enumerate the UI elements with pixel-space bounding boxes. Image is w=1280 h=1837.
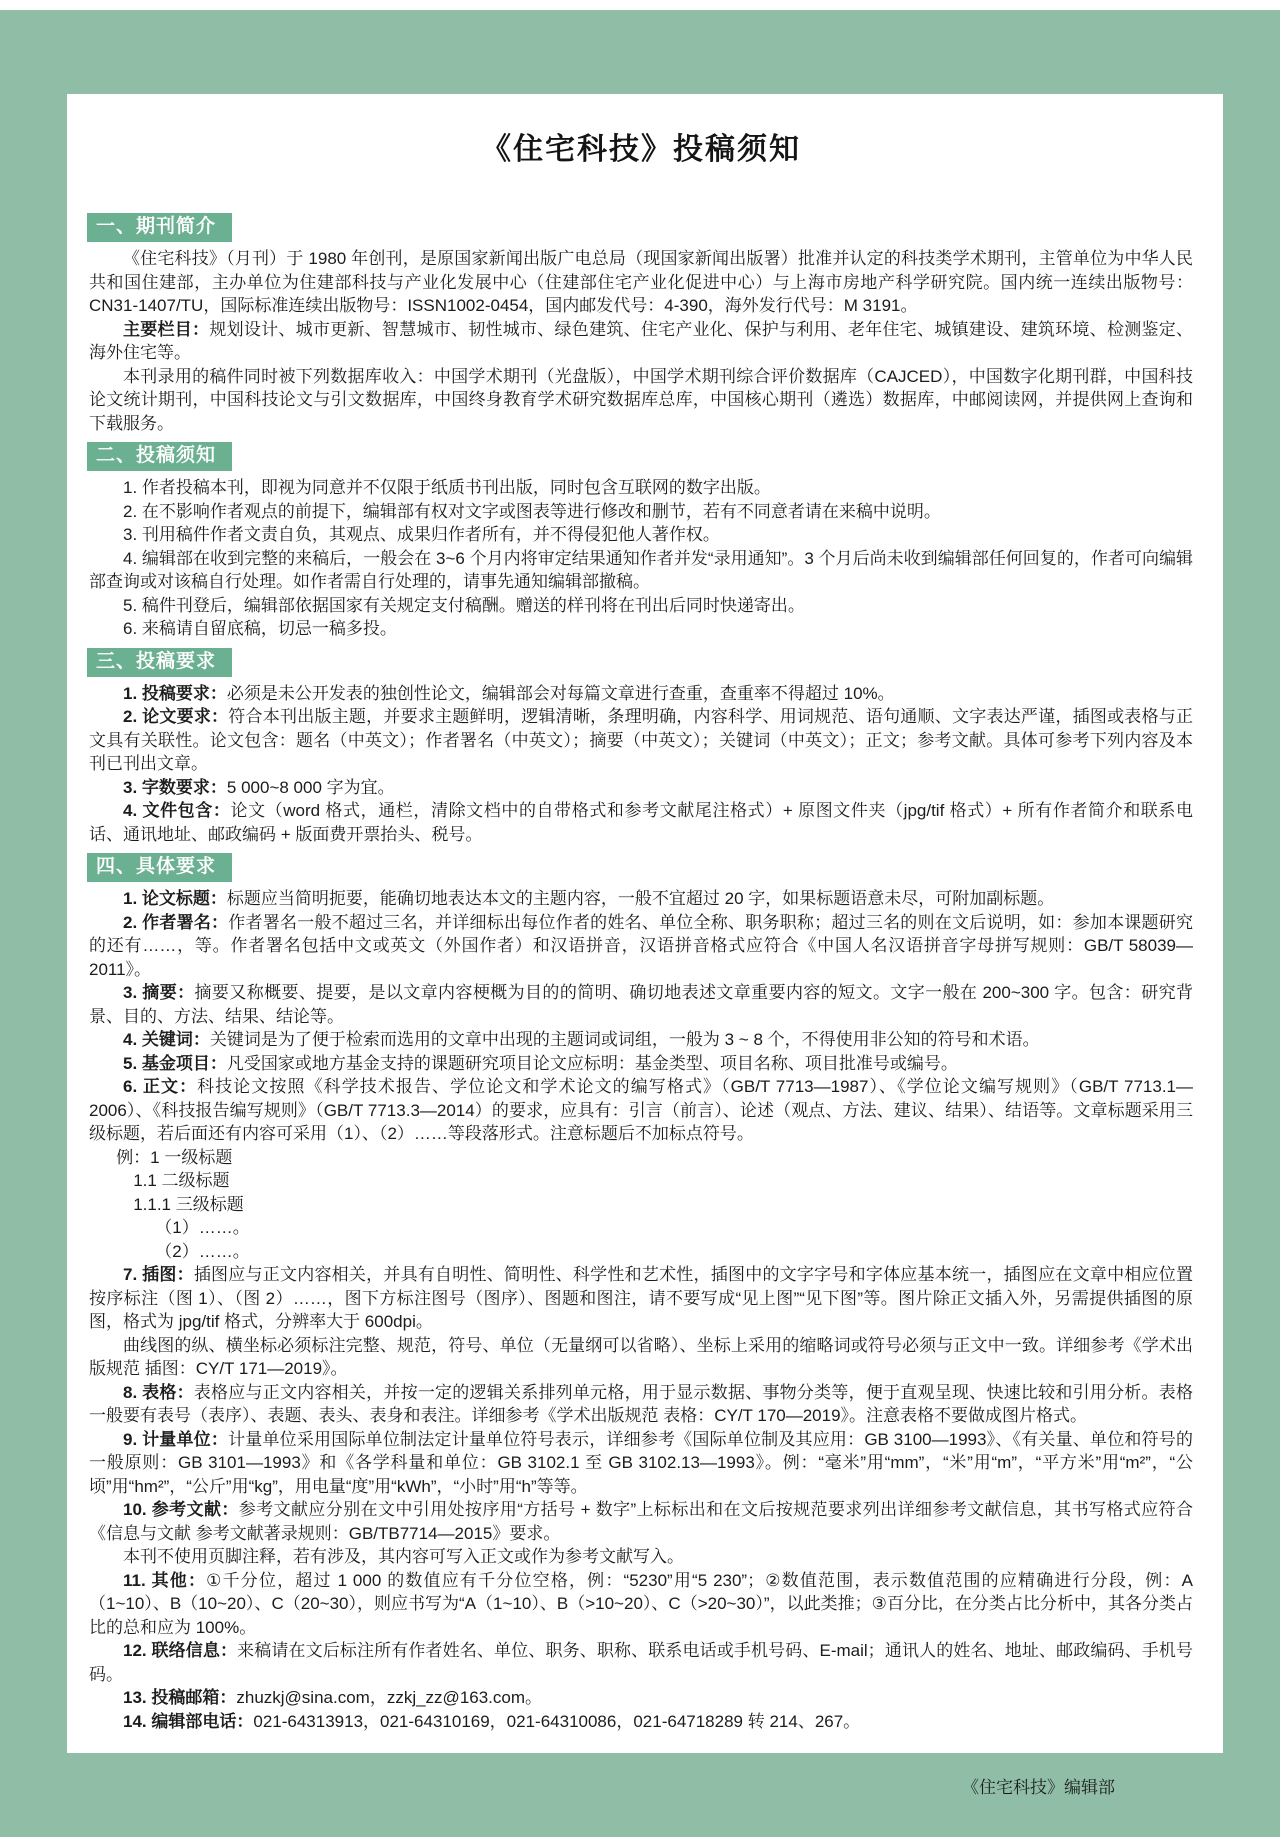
paragraph-label: 1. 论文标题：: [123, 889, 227, 908]
paragraph: 3. 刊用稿件作者文责自负，其观点、成果归作者所有，并不得侵犯他人著作权。: [123, 525, 720, 544]
paragraph-label: 8. 表格：: [123, 1382, 194, 1402]
page-top-strip: [0, 0, 1280, 10]
paragraph-label: 10. 参考文献：: [123, 1500, 239, 1519]
paragraph: 本刊不使用页脚注释，若有涉及，其内容可写入正文或作为参考文献写入。: [123, 1547, 684, 1566]
section-heading-row: [89, 206, 1193, 247]
paragraph: 6. 来稿请自留底稿，切忌一稿多投。: [123, 619, 397, 638]
paragraph: 8. 表格：表格应与正文内容相关，并按一定的逻辑关系排列单元格，用于显示数据、事物分类等，便于直观呈现、快速比较和引用分析。表格一般要有表号（表序）、表题、表头、表身和表注。详细参考《学术出版规范 表格：CY/T 170—2019》。注意表格不要做成图片格式。: [89, 1382, 1193, 1425]
paragraph: 1.1 二级标题: [133, 1171, 230, 1190]
document-sheet: [67, 94, 1223, 1797]
paragraph: 12. 联络信息：来稿请在文后标注所有作者姓名、单位、职务、职称、联系电话或手机号码、E-mail；通讯人的姓名、地址、邮政编码、手机号码。: [89, 1641, 1194, 1684]
section-heading-row: [89, 846, 1193, 887]
paragraph: 9. 计量单位：计量单位采用国际单位制法定计量单位符号表示，详细参考《国际单位制及其应用：GB 3100—1993》、《有关量、单位和符号的一般原则：GB 3101—1993》和《各学科量和单位：GB 3102.1 至 GB 3102.13—1993》。例：“毫米”用“mm”，“米”用“m”，“平方米”用“m²”，“公顷”用“hm²”，“公斤”用“kg”，用电量“度”用“kWh”，“小时”用“h”等等。: [89, 1429, 1193, 1496]
paragraph: （1）……。: [155, 1218, 250, 1237]
paragraph: 11. 其他：①千分位，超过 1 000 的数值应有千分位空格，例：“5230”用“5 230”；②数值范围，表示数值范围的应精确进行分段，例：A（1~10）、B（10~20）、C（20~30），则应书写为“A（1~10）、B（>10~20）、C（>20~30）”，以此类推；③百分比，在分类占比分析中，其各分类占比的总和应为 100%。: [89, 1570, 1194, 1637]
paragraph-label: 14. 编辑部电话：: [123, 1711, 254, 1731]
paragraph-label: 2. 作者署名：: [123, 912, 229, 932]
section-heading-badge: 四、具体要求: [87, 853, 232, 882]
paragraph: 7. 插图：插图应与正文内容相关，并具有自明性、简明性、科学性和艺术性，插图中的文字字号和字体应基本统一，插图应在文章中相应位置按序标注（图 1）、（图 2）……，图下方标注图号（图序）、图题和图注，请不要写成“见上图”“见下图”等。图片除正文插入外，另需提供插图的原图，格式为 jpg/tif 格式，分辨率大于 600dpi。: [89, 1265, 1193, 1331]
sections-container: [89, 206, 1193, 1733]
paragraph: 13. 投稿邮箱：zhuzkj@sina.com，zzkj_zz@163.com。: [123, 1688, 543, 1707]
paragraph-label: 7. 插图：: [123, 1265, 194, 1284]
paragraph: 14. 编辑部电话：021-64313913，021-64310169，021-64310086，021-64718289 转 214、267。: [123, 1711, 861, 1731]
page-title: 《住宅科技》投稿须知: [481, 133, 801, 166]
paragraph: 2. 在不影响作者观点的前提下，编辑部有权对文字或图表等进行修改和删节，若有不同意者请在来稿中说明。: [123, 501, 941, 521]
paragraph-label: 9. 计量单位：: [123, 1429, 229, 1449]
section-heading-row: [89, 641, 1193, 682]
paragraph-label: 1. 投稿要求：: [123, 683, 227, 703]
paragraph: 3. 摘要：摘要又称概要、提要，是以文章内容梗概为目的的简明、确切地表述文章重要内容的短文。文字一般在 200~300 字。包含：研究背景、目的、方法、结果、结论等。: [89, 983, 1193, 1026]
paragraph: 1. 投稿要求：必须是未公开发表的独创性论文，编辑部会对每篇文章进行查重，查重率不得超过 10%。: [123, 683, 895, 703]
paragraph-label: 4. 关键词：: [123, 1030, 210, 1049]
paragraph: 主要栏目：规划设计、城市更新、智慧城市、韧性城市、绿色建筑、住宅产业化、保护与利用、老年住宅、城镇建设、建筑环境、检测鉴定、海外住宅等。: [89, 319, 1193, 362]
section-heading-badge: 一、期刊简介: [87, 213, 232, 242]
paragraph: 4. 关键词：关键词是为了便于检索而选用的文章中出现的主题词或词组，一般为 3 ~ 8 个，不得使用非公知的符号和术语。: [123, 1030, 1040, 1049]
footer-signature: 《住宅科技》编辑部: [962, 1778, 1115, 1797]
paragraph: 5. 基金项目：凡受国家或地方基金支持的课题研究项目论文应标明：基金类型、项目名称、项目批准号或编号。: [123, 1053, 958, 1073]
paragraph: 6. 正文：科技论文按照《科学技术报告、学位论文和学术论文的编写格式》（GB/T 7713—1987）、《学位论文编写规则》（GB/T 7713.1—2006）、《科技报告编写规则》（GB/T 7713.3—2014）的要求，应具有：引言（前言）、论述（观点、方法、建议、结果）、结语等。文章标题采用三级标题，若后面还有内容可采用（1）、（2）……等段落形式。注意标题后不加标点符号。: [89, 1077, 1193, 1143]
section-heading-row: [89, 435, 1193, 476]
paragraph: 1. 作者投稿本刊，即视为同意并不仅限于纸质书刊出版，同时包含互联网的数字出版。: [123, 478, 771, 497]
paragraph-label: 6. 正文：: [123, 1077, 198, 1096]
paragraph-label: 3. 摘要：: [123, 983, 195, 1002]
paragraph: 3. 字数要求：5 000~8 000 字为宜。: [123, 777, 395, 797]
paragraph: 4. 文件包含：论文（word 格式，通栏，清除文档中的自带格式和参考文献尾注格式）+ 原图文件夹（jpg/tif 格式）+ 所有作者简介和联系电话、通讯地址、邮政编码 + 版面费开票抬头、税号。: [89, 801, 1193, 844]
paragraph-label: 4. 文件包含：: [123, 801, 231, 820]
paragraph: 本刊录用的稿件同时被下列数据库收入：中国学术期刊（光盘版），中国学术期刊综合评价数据库（CAJCED），中国数字化期刊群，中国科技论文统计期刊，中国科技论文与引文数据库，中国终身教育学术研究数据库总库，中国核心期刊（遴选）数据库，中邮阅读网，并提供网上查询和下载服务。: [89, 366, 1193, 433]
paragraph-label: 3. 字数要求：: [123, 777, 227, 797]
paragraph: 曲线图的纵、横坐标必须标注完整、规范，符号、单位（无量纲可以省略）、坐标上采用的缩略词或符号必须与正文中一致。详细参考《学术出版规范 插图：CY/T 171—2019》。: [89, 1335, 1193, 1378]
paragraph-label: 11. 其他：: [123, 1570, 207, 1590]
paragraph-label: 主要栏目：: [123, 319, 210, 339]
paragraph: 5. 稿件刊登后，编辑部依据国家有关规定支付稿酬。赠送的样刊将在刊出后同时快递寄出。: [123, 595, 805, 615]
section-heading-badge: 二、投稿须知: [87, 442, 232, 471]
paragraph: 4. 编辑部在收到完整的来稿后，一般会在 3~6 个月内将审定结果通知作者并发“录用通知”。3 个月后尚未收到编辑部任何回复的，作者可向编辑部查询或对该稿自行处理。如作者需自行处理的，请事先通知编辑部撤稿。: [89, 548, 1193, 591]
paragraph: 1. 论文标题：标题应当简明扼要，能确切地表达本文的主题内容，一般不宜超过 20 字，如果标题语意未尽，可附加副标题。: [123, 889, 1055, 908]
paragraph-label: 5. 基金项目：: [123, 1053, 227, 1073]
paragraph: 例：1 一级标题: [116, 1147, 233, 1167]
paragraph: 2. 论文要求：符合本刊出版主题，并要求主题鲜明，逻辑清晰，条理明确，内容科学、用词规范、语句通顺、文字表达严谨，插图或表格与正文具有关联性。论文包含：题名（中英文）；作者署名（中英文）；摘要（中英文）；关键词（中英文）；正文；参考文献。具体可参考下列内容及本刊已刊出文章。: [89, 707, 1194, 773]
section-heading-badge: 三、投稿要求: [87, 648, 232, 677]
paragraph: 《住宅科技》（月刊）于 1980 年创刊，是原国家新闻出版广电总局（现国家新闻出版署）批准并认定的科技类学术期刊，主管单位为中华人民共和国住建部，主办单位为住建部科技与产业化发展中心（住建部住宅产业化促进中心）与上海市房地产科学研究院。国内统一连续出版物号：CN31-1407/TU，国际标准连续出版物号：ISSN1002-0454，国内邮发代号：4-390，海外发行代号：M 3191。: [89, 249, 1193, 315]
paragraph: 2. 作者署名：作者署名一般不超过三名，并详细标出每位作者的姓名、单位全称、职务职称；超过三名的则在文后说明，如：参加本课题研究的还有……，等。作者署名包括中文或英文（外国作者）和汉语拼音，汉语拼音格式应符合《中国人名汉语拼音字母拼写规则：GB/T 58039—2011》。: [89, 912, 1194, 979]
paragraph-label: 13. 投稿邮箱：: [123, 1688, 237, 1707]
paragraph-label: 12. 联络信息：: [123, 1641, 238, 1660]
paragraph: 1.1.1 三级标题: [133, 1194, 244, 1214]
paragraph: （2）……。: [155, 1241, 250, 1261]
paragraph-label: 2. 论文要求：: [123, 707, 229, 726]
paragraph: 10. 参考文献：参考文献应分别在文中引用处按序用“方括号 + 数字”上标标出和在文后按规范要求列出详细参考文献信息，其书写格式应符合《信息与文献 参考文献著录规则：GB/TB7714—2015》要求。: [89, 1500, 1193, 1543]
